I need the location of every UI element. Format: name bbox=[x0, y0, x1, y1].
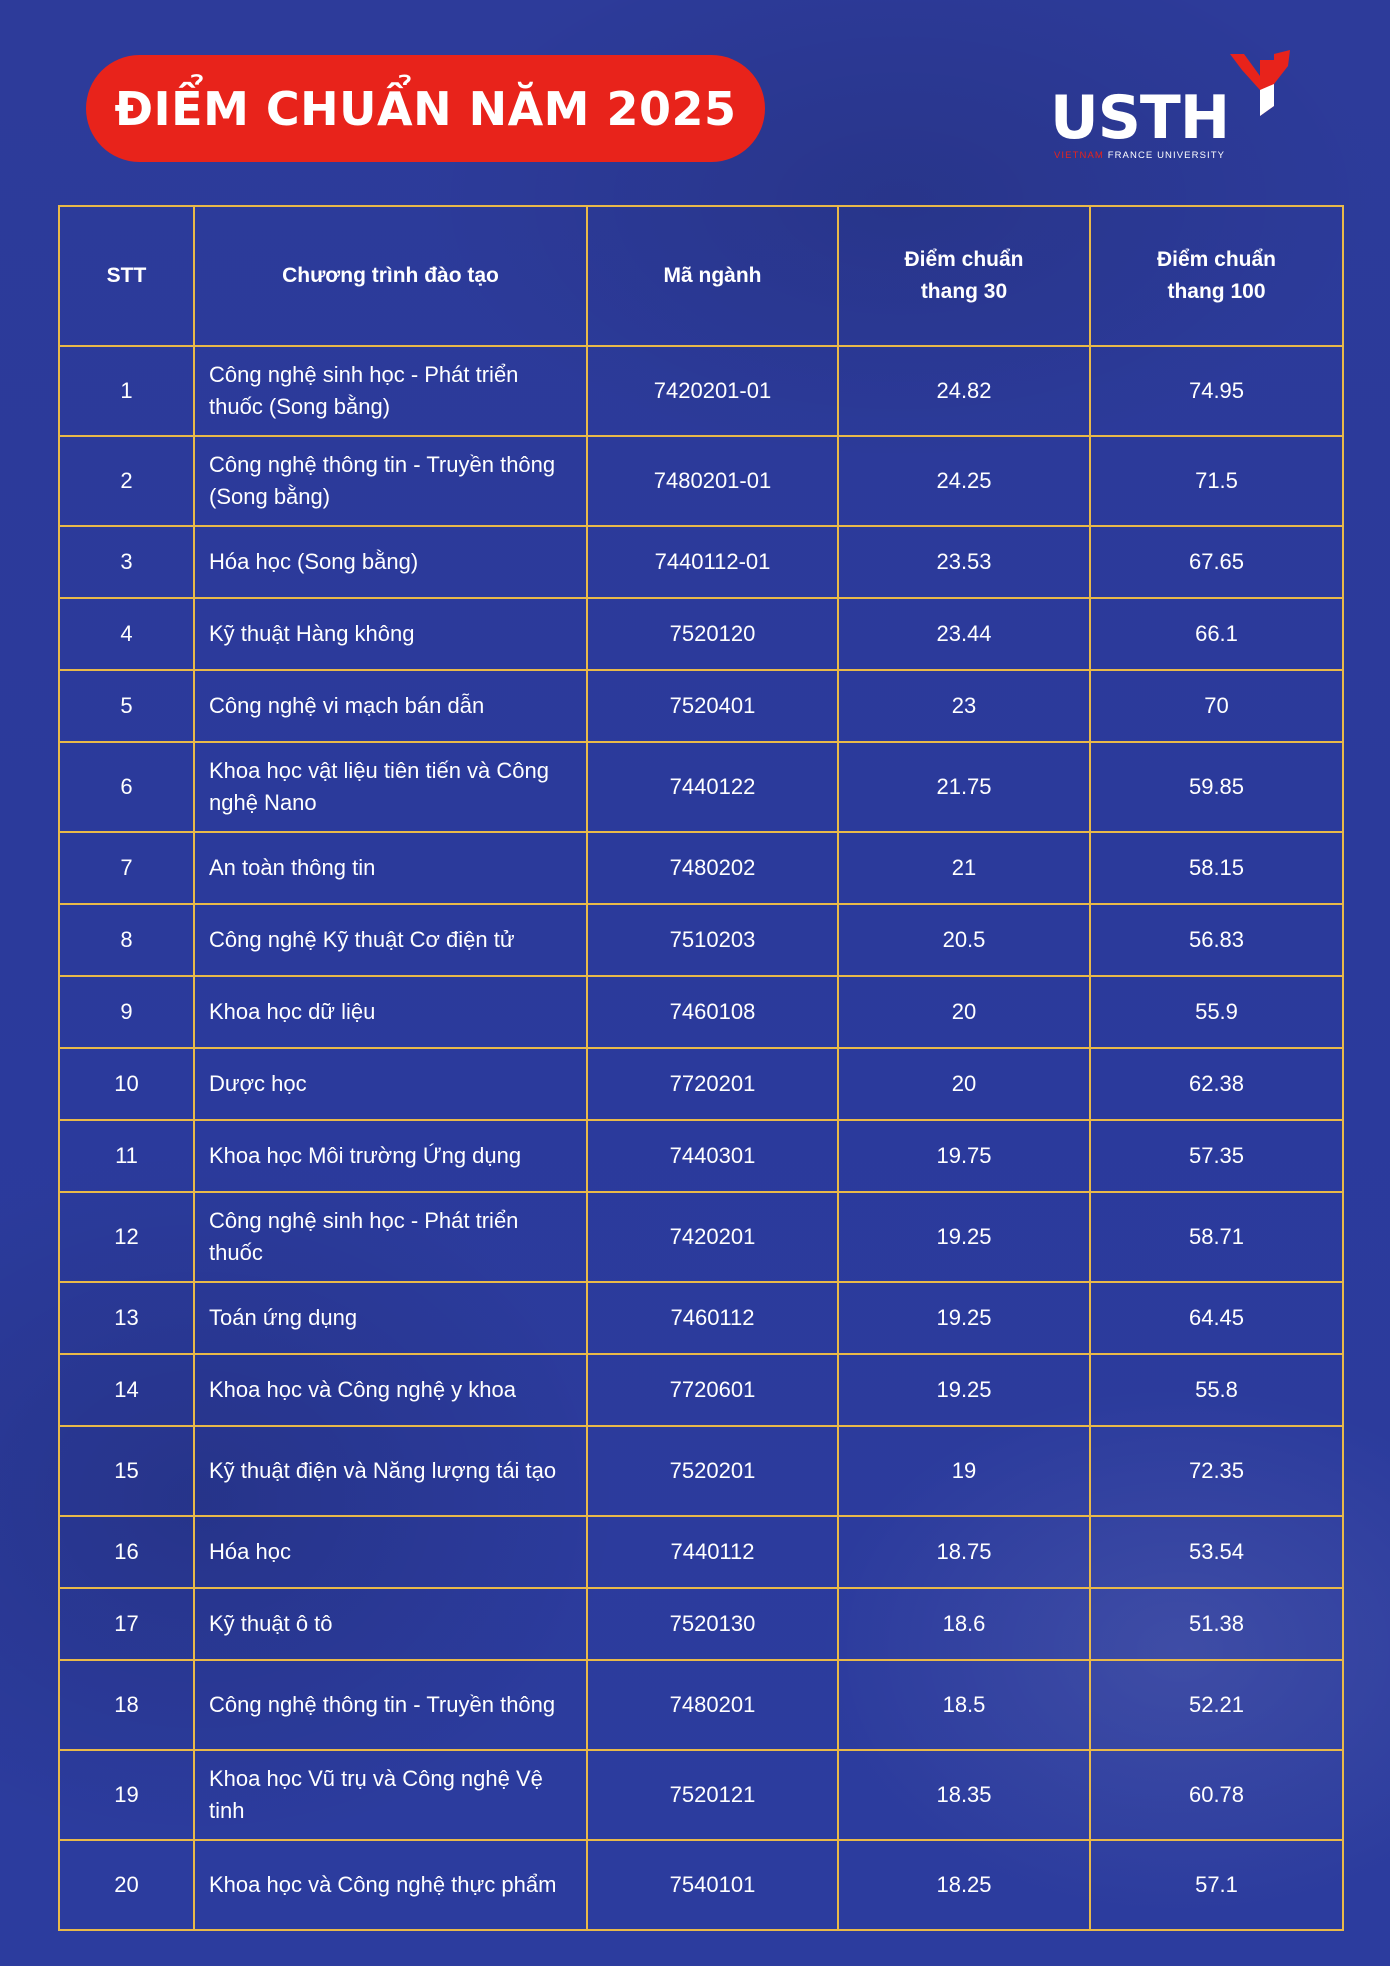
row-score-30: 18.5 bbox=[838, 1660, 1090, 1750]
row-score-30: 19.25 bbox=[838, 1354, 1090, 1426]
row-score-30: 19 bbox=[838, 1426, 1090, 1516]
row-score-100: 64.45 bbox=[1090, 1282, 1343, 1354]
row-program: Kỹ thuật ô tô bbox=[194, 1588, 587, 1660]
row-program: Công nghệ sinh học - Phát triển thuốc (Song bằng) bbox=[194, 346, 587, 436]
row-stt: 6 bbox=[59, 742, 194, 832]
row-stt: 2 bbox=[59, 436, 194, 526]
row-score-100: 55.8 bbox=[1090, 1354, 1343, 1426]
row-score-30: 23.53 bbox=[838, 526, 1090, 598]
row-stt: 19 bbox=[59, 1750, 194, 1840]
row-code: 7480202 bbox=[587, 832, 838, 904]
row-score-100: 52.21 bbox=[1090, 1660, 1343, 1750]
row-code: 7520120 bbox=[587, 598, 838, 670]
usth-logo bbox=[1050, 50, 1290, 165]
row-stt: 18 bbox=[59, 1660, 194, 1750]
row-code: 7520201 bbox=[587, 1426, 838, 1516]
row-stt: 11 bbox=[59, 1120, 194, 1192]
row-program: Khoa học và Công nghệ thực phẩm bbox=[194, 1840, 587, 1930]
table-row bbox=[59, 1750, 1343, 1840]
row-score-100: 66.1 bbox=[1090, 598, 1343, 670]
row-stt: 7 bbox=[59, 832, 194, 904]
column-header-score-30: Điểm chuẩn thang 30 bbox=[838, 206, 1090, 346]
row-score-100: 72.35 bbox=[1090, 1426, 1343, 1516]
row-code: 7480201-01 bbox=[587, 436, 838, 526]
row-program: Khoa học và Công nghệ y khoa bbox=[194, 1354, 587, 1426]
row-code: 7510203 bbox=[587, 904, 838, 976]
table-row bbox=[59, 1588, 1343, 1660]
row-stt: 13 bbox=[59, 1282, 194, 1354]
row-program: Khoa học Vũ trụ và Công nghệ Vệ tinh bbox=[194, 1750, 587, 1840]
row-code: 7420201-01 bbox=[587, 346, 838, 436]
table-row bbox=[59, 670, 1343, 742]
row-score-100: 51.38 bbox=[1090, 1588, 1343, 1660]
row-score-100: 58.71 bbox=[1090, 1192, 1343, 1282]
row-code: 7720201 bbox=[587, 1048, 838, 1120]
row-stt: 1 bbox=[59, 346, 194, 436]
row-code: 7420201 bbox=[587, 1192, 838, 1282]
row-score-100: 58.15 bbox=[1090, 832, 1343, 904]
row-score-30: 20 bbox=[838, 1048, 1090, 1120]
row-program: Khoa học Môi trường Ứng dụng bbox=[194, 1120, 587, 1192]
row-stt: 20 bbox=[59, 1840, 194, 1930]
table-row bbox=[59, 904, 1343, 976]
table-row bbox=[59, 1192, 1343, 1282]
table-row bbox=[59, 1516, 1343, 1588]
table-row bbox=[59, 1354, 1343, 1426]
table-row bbox=[59, 1840, 1343, 1930]
row-score-100: 53.54 bbox=[1090, 1516, 1343, 1588]
row-program: Hóa học (Song bằng) bbox=[194, 526, 587, 598]
row-score-30: 18.75 bbox=[838, 1516, 1090, 1588]
row-score-100: 62.38 bbox=[1090, 1048, 1343, 1120]
row-score-30: 21 bbox=[838, 832, 1090, 904]
row-stt: 12 bbox=[59, 1192, 194, 1282]
row-program: Dược học bbox=[194, 1048, 587, 1120]
column-header-program: Chương trình đào tạo bbox=[194, 206, 587, 346]
row-program: An toàn thông tin bbox=[194, 832, 587, 904]
page-title: ĐIỂM CHUẨN NĂM 2025 bbox=[86, 55, 765, 162]
row-score-30: 18.35 bbox=[838, 1750, 1090, 1840]
row-program: Công nghệ thông tin - Truyền thông (Song bằng) bbox=[194, 436, 587, 526]
row-score-30: 18.25 bbox=[838, 1840, 1090, 1930]
row-program: Khoa học vật liệu tiên tiến và Công nghệ Nano bbox=[194, 742, 587, 832]
row-score-30: 23 bbox=[838, 670, 1090, 742]
table-row bbox=[59, 976, 1343, 1048]
row-stt: 15 bbox=[59, 1426, 194, 1516]
table-body bbox=[59, 346, 1343, 1930]
row-stt: 8 bbox=[59, 904, 194, 976]
row-score-100: 57.35 bbox=[1090, 1120, 1343, 1192]
row-program: Công nghệ vi mạch bán dẫn bbox=[194, 670, 587, 742]
row-stt: 10 bbox=[59, 1048, 194, 1120]
row-score-30: 19.25 bbox=[838, 1192, 1090, 1282]
row-program: Công nghệ thông tin - Truyền thông bbox=[194, 1660, 587, 1750]
row-score-30: 18.6 bbox=[838, 1588, 1090, 1660]
row-code: 7540101 bbox=[587, 1840, 838, 1930]
row-code: 7520121 bbox=[587, 1750, 838, 1840]
row-code: 7460108 bbox=[587, 976, 838, 1048]
row-score-30: 20 bbox=[838, 976, 1090, 1048]
column-header-score-100: Điểm chuẩn thang 100 bbox=[1090, 206, 1343, 346]
row-stt: 5 bbox=[59, 670, 194, 742]
row-code: 7460112 bbox=[587, 1282, 838, 1354]
logo-wordmark: USTH bbox=[1050, 83, 1230, 153]
table-row bbox=[59, 1660, 1343, 1750]
row-score-100: 67.65 bbox=[1090, 526, 1343, 598]
row-score-100: 56.83 bbox=[1090, 904, 1343, 976]
row-code: 7520401 bbox=[587, 670, 838, 742]
row-code: 7720601 bbox=[587, 1354, 838, 1426]
table-row bbox=[59, 346, 1343, 436]
row-program: Công nghệ sinh học - Phát triển thuốc bbox=[194, 1192, 587, 1282]
row-program: Công nghệ Kỹ thuật Cơ điện tử bbox=[194, 904, 587, 976]
column-header-stt: STT bbox=[59, 206, 194, 346]
row-score-30: 21.75 bbox=[838, 742, 1090, 832]
table-row bbox=[59, 598, 1343, 670]
row-code: 7480201 bbox=[587, 1660, 838, 1750]
column-header-code: Mã ngành bbox=[587, 206, 838, 346]
row-program: Kỹ thuật Hàng không bbox=[194, 598, 587, 670]
row-score-100: 70 bbox=[1090, 670, 1343, 742]
row-program: Kỹ thuật điện và Năng lượng tái tạo bbox=[194, 1426, 587, 1516]
row-score-100: 60.78 bbox=[1090, 1750, 1343, 1840]
row-stt: 14 bbox=[59, 1354, 194, 1426]
row-code: 7440112 bbox=[587, 1516, 838, 1588]
row-score-100: 59.85 bbox=[1090, 742, 1343, 832]
row-score-30: 24.25 bbox=[838, 436, 1090, 526]
table-row bbox=[59, 526, 1343, 598]
row-score-30: 19.75 bbox=[838, 1120, 1090, 1192]
table-row bbox=[59, 1120, 1343, 1192]
row-program: Toán ứng dụng bbox=[194, 1282, 587, 1354]
row-score-100: 57.1 bbox=[1090, 1840, 1343, 1930]
row-code: 7520130 bbox=[587, 1588, 838, 1660]
row-stt: 16 bbox=[59, 1516, 194, 1588]
table-row bbox=[59, 1048, 1343, 1120]
row-score-30: 23.44 bbox=[838, 598, 1090, 670]
table-row bbox=[59, 742, 1343, 832]
row-score-30: 19.25 bbox=[838, 1282, 1090, 1354]
logo-mark-icon bbox=[1230, 50, 1290, 130]
row-score-100: 74.95 bbox=[1090, 346, 1343, 436]
row-stt: 17 bbox=[59, 1588, 194, 1660]
row-program: Khoa học dữ liệu bbox=[194, 976, 587, 1048]
table-row bbox=[59, 1282, 1343, 1354]
row-stt: 9 bbox=[59, 976, 194, 1048]
row-score-30: 20.5 bbox=[838, 904, 1090, 976]
row-program: Hóa học bbox=[194, 1516, 587, 1588]
row-score-100: 55.9 bbox=[1090, 976, 1343, 1048]
row-score-100: 71.5 bbox=[1090, 436, 1343, 526]
row-score-30: 24.82 bbox=[838, 346, 1090, 436]
row-code: 7440122 bbox=[587, 742, 838, 832]
admission-scores-table bbox=[58, 205, 1344, 1931]
row-code: 7440301 bbox=[587, 1120, 838, 1192]
table-row bbox=[59, 832, 1343, 904]
table-header-row bbox=[59, 206, 1343, 346]
row-code: 7440112-01 bbox=[587, 526, 838, 598]
table-row bbox=[59, 436, 1343, 526]
row-stt: 3 bbox=[59, 526, 194, 598]
table-row bbox=[59, 1426, 1343, 1516]
row-stt: 4 bbox=[59, 598, 194, 670]
logo-tagline: VIETNAM FRANCE UNIVERSITY bbox=[1054, 150, 1226, 161]
